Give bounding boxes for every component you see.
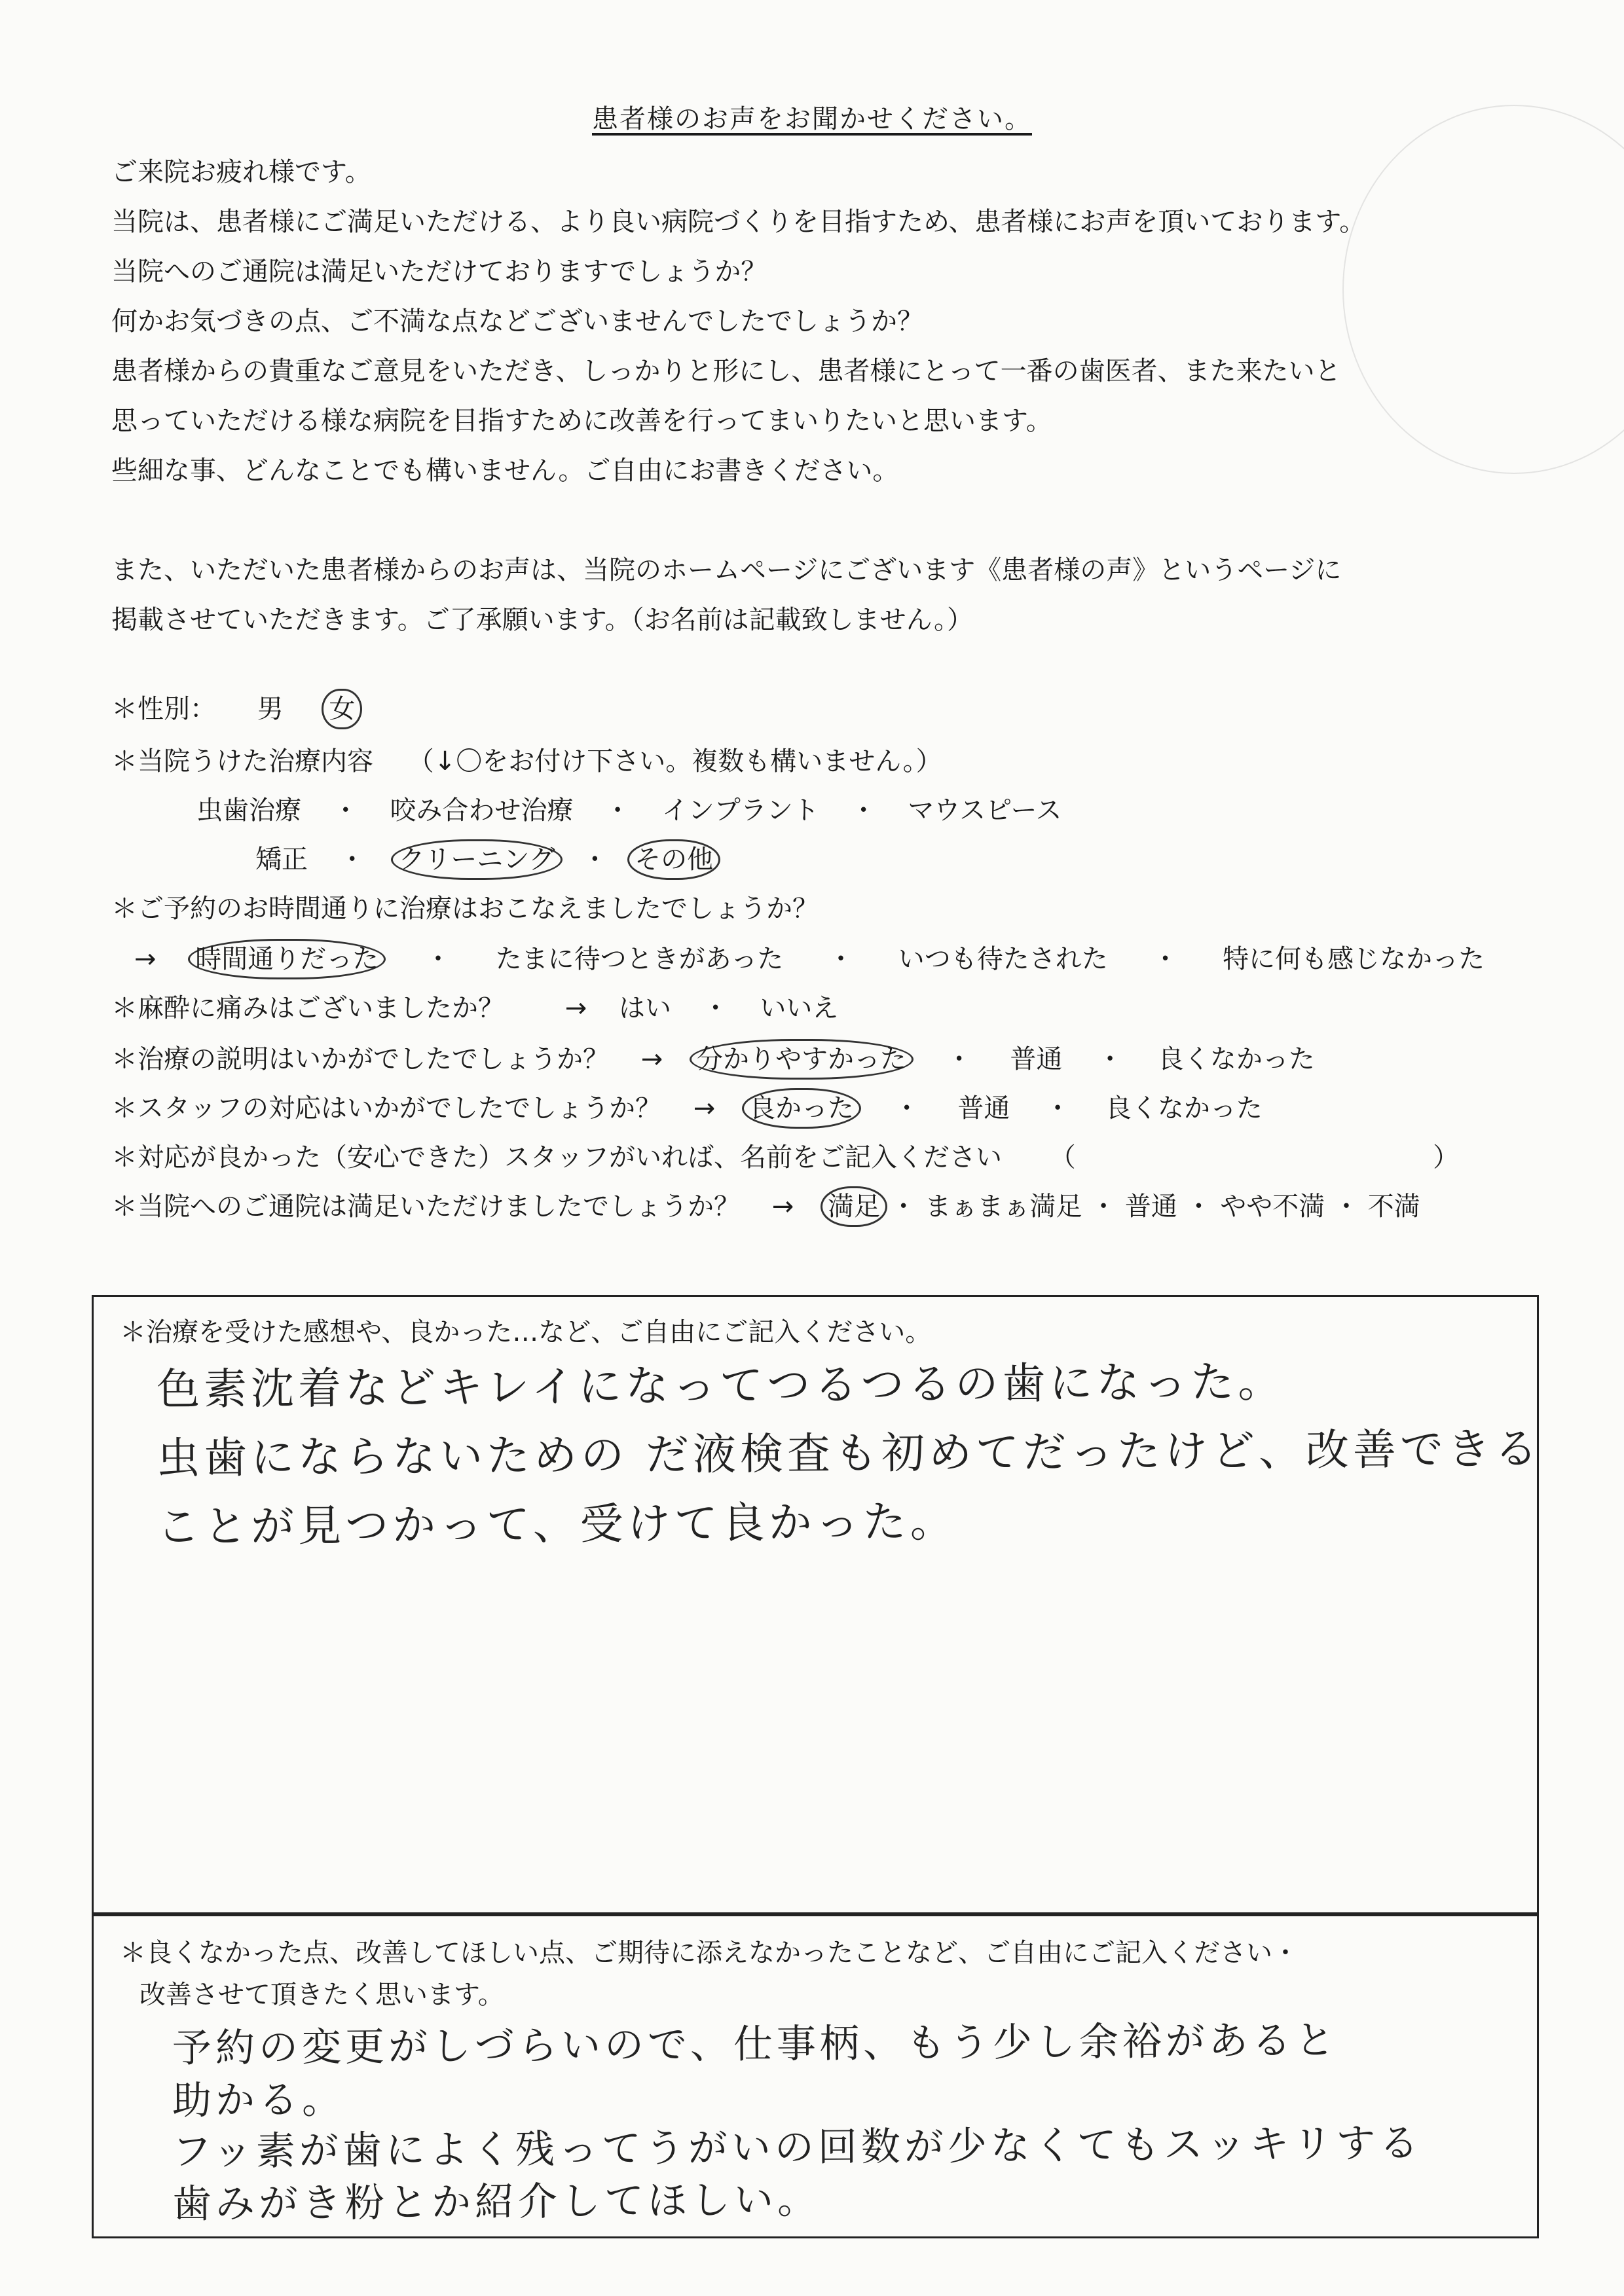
pain-option[interactable]: いいえ bbox=[760, 993, 839, 1023]
improvements-label-2: 改善させて頂きたく思います。 bbox=[139, 1980, 504, 2010]
satisfaction-question bbox=[111, 1188, 1420, 1225]
staffname-close-paren: ） bbox=[1433, 1142, 1460, 1173]
gender-option-male[interactable]: 男 bbox=[257, 694, 284, 724]
handwritten-line: フッ素が歯によく残ってうがいの回数が少なくてもスッキリする bbox=[172, 2120, 1423, 2175]
staff-question bbox=[111, 1090, 1263, 1127]
explain-label: ＊治療の説明はいかがでしたでしょうか？ bbox=[111, 1044, 609, 1074]
staff-option[interactable]: 良くなかった bbox=[1105, 1093, 1263, 1123]
separator: ・ bbox=[828, 944, 854, 974]
arrow: → bbox=[134, 944, 157, 974]
satisfaction-option-satisfied[interactable]: 満足 bbox=[821, 1186, 887, 1227]
intro-line: 掲載させていただきます。ご了承願います。（お名前は記載致しません。） bbox=[111, 605, 973, 635]
explain-question bbox=[111, 1041, 1315, 1078]
satisfaction-option[interactable]: まぁまぁ満足 bbox=[925, 1192, 1082, 1222]
staffname-label: ＊対応が良かった（安心できた）スタッフがいれば、名前をご記入ください bbox=[111, 1142, 1002, 1173]
staffname-open-paren: （ bbox=[1049, 1142, 1076, 1173]
handwritten-line: 虫歯にならないための だ液検査も初めてだったけど、改善できる bbox=[156, 1423, 1542, 1484]
time-question: ＊ご予約のお時間通りに治療はおこなえましたでしょうか？ bbox=[111, 894, 819, 924]
staff-label: ＊スタッフの対応はいかがでしたでしょうか？ bbox=[111, 1093, 661, 1123]
satisfaction-option[interactable]: やや不満 bbox=[1220, 1192, 1325, 1222]
satisfaction-option[interactable]: 不満 bbox=[1367, 1192, 1420, 1222]
handwritten-line: 予約の変更がしづらいので、仕事柄、もう少し余裕があると bbox=[172, 2017, 1339, 2071]
gender-question bbox=[111, 691, 357, 727]
improvements-label: ＊良くなかった点、改善してほしい点、ご期待に添えなかったことなど、ご自由にご記入ください・ bbox=[120, 1938, 1299, 1968]
separator: ・ bbox=[581, 845, 608, 875]
intro-line: 思っていただける様な病院を目指すために改善を行ってまいりたいと思います。 bbox=[111, 406, 1052, 436]
separator: ・ bbox=[893, 1093, 920, 1123]
intro-line: ご来院お疲れ様です。 bbox=[111, 157, 371, 187]
gender-option-female[interactable]: 女 bbox=[322, 689, 362, 729]
treatment-option[interactable]: インプラント bbox=[661, 795, 819, 826]
handwritten-line: 色素沈着などキレイになってつるつるの歯になった。 bbox=[156, 1356, 1285, 1415]
intro-line: 些細な事、どんなことでも構いません。ご自由にお書きください。 bbox=[111, 456, 899, 486]
pain-option[interactable]: はい bbox=[618, 993, 671, 1023]
pain-label: ＊麻酔に痛みはございましたか？ bbox=[111, 993, 504, 1023]
separator: ・ bbox=[1333, 1192, 1359, 1222]
treatment-label: ＊当院うけた治療内容 bbox=[111, 746, 373, 776]
explain-option[interactable]: 良くなかった bbox=[1157, 1044, 1315, 1074]
separator: ・ bbox=[890, 1192, 917, 1222]
treatment-option-cleaning[interactable]: クリーニング bbox=[391, 839, 562, 880]
intro-text bbox=[111, 147, 1539, 645]
treatment-option[interactable]: 虫歯治療 bbox=[196, 795, 301, 826]
separator: ・ bbox=[332, 795, 359, 826]
explain-option-clear[interactable]: 分かりやすかった bbox=[690, 1039, 913, 1080]
treatment-note: （↓〇をお付け下さい。複数も構いません。） bbox=[407, 746, 942, 776]
arrow: → bbox=[771, 1192, 794, 1222]
staff-option[interactable]: 普通 bbox=[957, 1093, 1010, 1123]
separator: ・ bbox=[339, 845, 365, 875]
time-option[interactable]: 特に何も感じなかった bbox=[1223, 944, 1485, 974]
treatment-option-other[interactable]: その他 bbox=[627, 839, 720, 880]
handwritten-line: ことが見つかって、受けて良かった。 bbox=[156, 1496, 957, 1552]
intro-line: 何かお気づきの点、ご不満な点などございませんでしたでしょうか？ bbox=[111, 306, 923, 337]
intro-line: 当院へのご通院は満足いただけておりますでしょうか？ bbox=[111, 257, 767, 287]
separator: ・ bbox=[604, 795, 631, 826]
gender-label: ＊性別： bbox=[111, 694, 216, 724]
separator: ・ bbox=[424, 944, 451, 974]
page-title: 患者様のお声をお聞かせください。 bbox=[592, 104, 1032, 134]
handwritten-line: 助かる。 bbox=[172, 2077, 346, 2124]
treatment-question bbox=[111, 743, 942, 780]
satisfaction-label: ＊当院へのご通院は満足いただけましたでしょうか？ bbox=[111, 1192, 740, 1222]
improvements-box[interactable] bbox=[92, 1914, 1539, 2238]
time-option[interactable]: いつも待たされた bbox=[898, 944, 1108, 974]
separator: ・ bbox=[1044, 1093, 1071, 1123]
treatment-row-2 bbox=[255, 841, 715, 878]
arrow: → bbox=[693, 1093, 716, 1123]
separator: ・ bbox=[1185, 1192, 1212, 1222]
staffname-question bbox=[111, 1139, 1459, 1176]
separator: ・ bbox=[1152, 944, 1179, 974]
intro-line: 患者様からの貴重なご意見をいただき、しっかりと形にし、患者様にとって一番の歯医者、また来たいと bbox=[111, 356, 1341, 386]
separator: ・ bbox=[1097, 1044, 1124, 1074]
treatment-option[interactable]: 矯正 bbox=[255, 845, 308, 875]
treatment-option[interactable]: 咬み合わせ治療 bbox=[390, 795, 574, 826]
explain-option[interactable]: 普通 bbox=[1010, 1044, 1063, 1074]
impressions-box[interactable] bbox=[92, 1295, 1542, 1914]
intro-gap bbox=[111, 496, 1539, 545]
time-option[interactable]: たまに待つときがあった bbox=[495, 944, 784, 974]
time-option-on-time[interactable]: 時間通りだった bbox=[188, 939, 386, 979]
treatment-option[interactable]: マウスピース bbox=[908, 795, 1062, 826]
separator: ・ bbox=[702, 993, 729, 1023]
separator: ・ bbox=[850, 795, 877, 826]
arrow: → bbox=[640, 1044, 663, 1074]
handwritten-line: 歯みがき粉とか紹介してほしい。 bbox=[172, 2177, 821, 2227]
separator: ・ bbox=[1090, 1192, 1117, 1222]
pain-question bbox=[111, 990, 838, 1027]
impressions-label: ＊治療を受けた感想や、良かった…など、ご自由にご記入ください。 bbox=[120, 1317, 932, 1347]
intro-line: 当院は、患者様にご満足いただける、より良い病院づくりを目指すため、患者様にお声を頂いております。 bbox=[111, 207, 1366, 237]
staff-option-good[interactable]: 良かった bbox=[742, 1088, 861, 1129]
arrow: → bbox=[564, 993, 587, 1023]
separator: ・ bbox=[946, 1044, 972, 1074]
intro-line: また、いただいた患者様からのお声は、当院のホームページにございます《患者様の声》というページに bbox=[111, 555, 1342, 585]
satisfaction-option[interactable]: 普通 bbox=[1124, 1192, 1177, 1222]
time-answers bbox=[134, 941, 1485, 977]
treatment-row-1 bbox=[196, 792, 1062, 829]
